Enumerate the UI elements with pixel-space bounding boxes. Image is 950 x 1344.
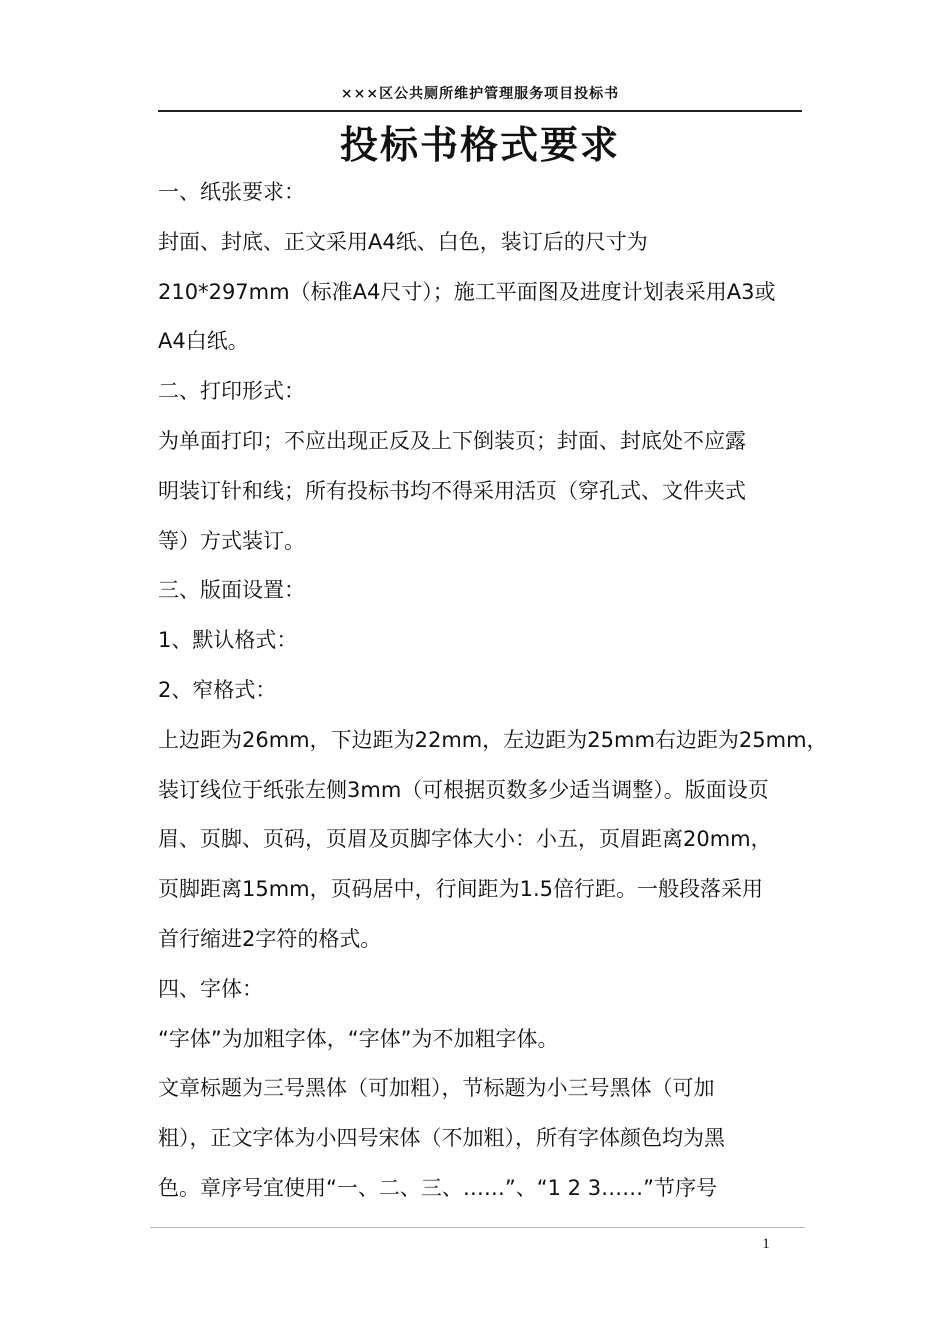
body-line: 色。章序号宜使用“一、二、三、……”、“1 2 3……”节序号 [158,1175,717,1200]
body-line: 等）方式装订。 [158,528,305,553]
body-line: 210*297mm（标准A4尺寸）；施工平面图及进度计划表采用A3或 [158,279,776,304]
footer-divider [150,1227,805,1228]
section-heading-layout: 三、版面设置： [158,578,305,603]
body-line: 为单面打印；不应出现正反及上下倒装页；封面、封底处不应露 [158,428,746,453]
body-line: 首行缩进2字符的格式。 [158,926,382,951]
document-body [158,168,828,1214]
body-line: 粗），正文字体为小四号宋体（不加粗），所有字体颜色均为黑 [158,1126,725,1151]
subsection-narrow-format: 2、窄格式： [158,677,277,702]
body-line: 文章标题为三号黑体（可加粗），节标题为小三号黑体（可加 [158,1076,715,1101]
body-line: 封面、封底、正文采用A4纸、白色，装订后的尺寸为 [158,229,648,254]
page-header: ×××区公共厕所维护管理服务项目投标书 [158,80,802,112]
subsection-default-format: 1、默认格式： [158,628,298,653]
body-line: 上边距为26mm，下边距为22mm，左边距为25mm右边距为25mm， [158,727,828,752]
section-heading-printing: 二、打印形式： [158,379,305,404]
section-heading-font: 四、字体： [158,976,263,1001]
body-line: A4白纸。 [158,329,249,354]
page-number: 1 [762,1236,770,1252]
body-line: 装订线位于纸张左侧3mm（可根据页数多少适当调整）。版面设页 [158,777,769,802]
body-line: 眉、页脚、页码，页眉及页脚字体大小：小五，页眉距离20mm， [158,827,772,852]
body-line: “字体”为加粗字体，“字体”为不加粗字体。 [158,1026,559,1051]
body-line: 明装订针和线；所有投标书均不得采用活页（穿孔式、文件夹式 [158,478,746,503]
document-title: 投标书格式要求 [339,123,620,167]
body-line: 页脚距离15mm，页码居中，行间距为1.5倍行距。一般段落采用 [158,877,764,902]
section-heading-paper: 一、纸张要求： [158,180,305,204]
